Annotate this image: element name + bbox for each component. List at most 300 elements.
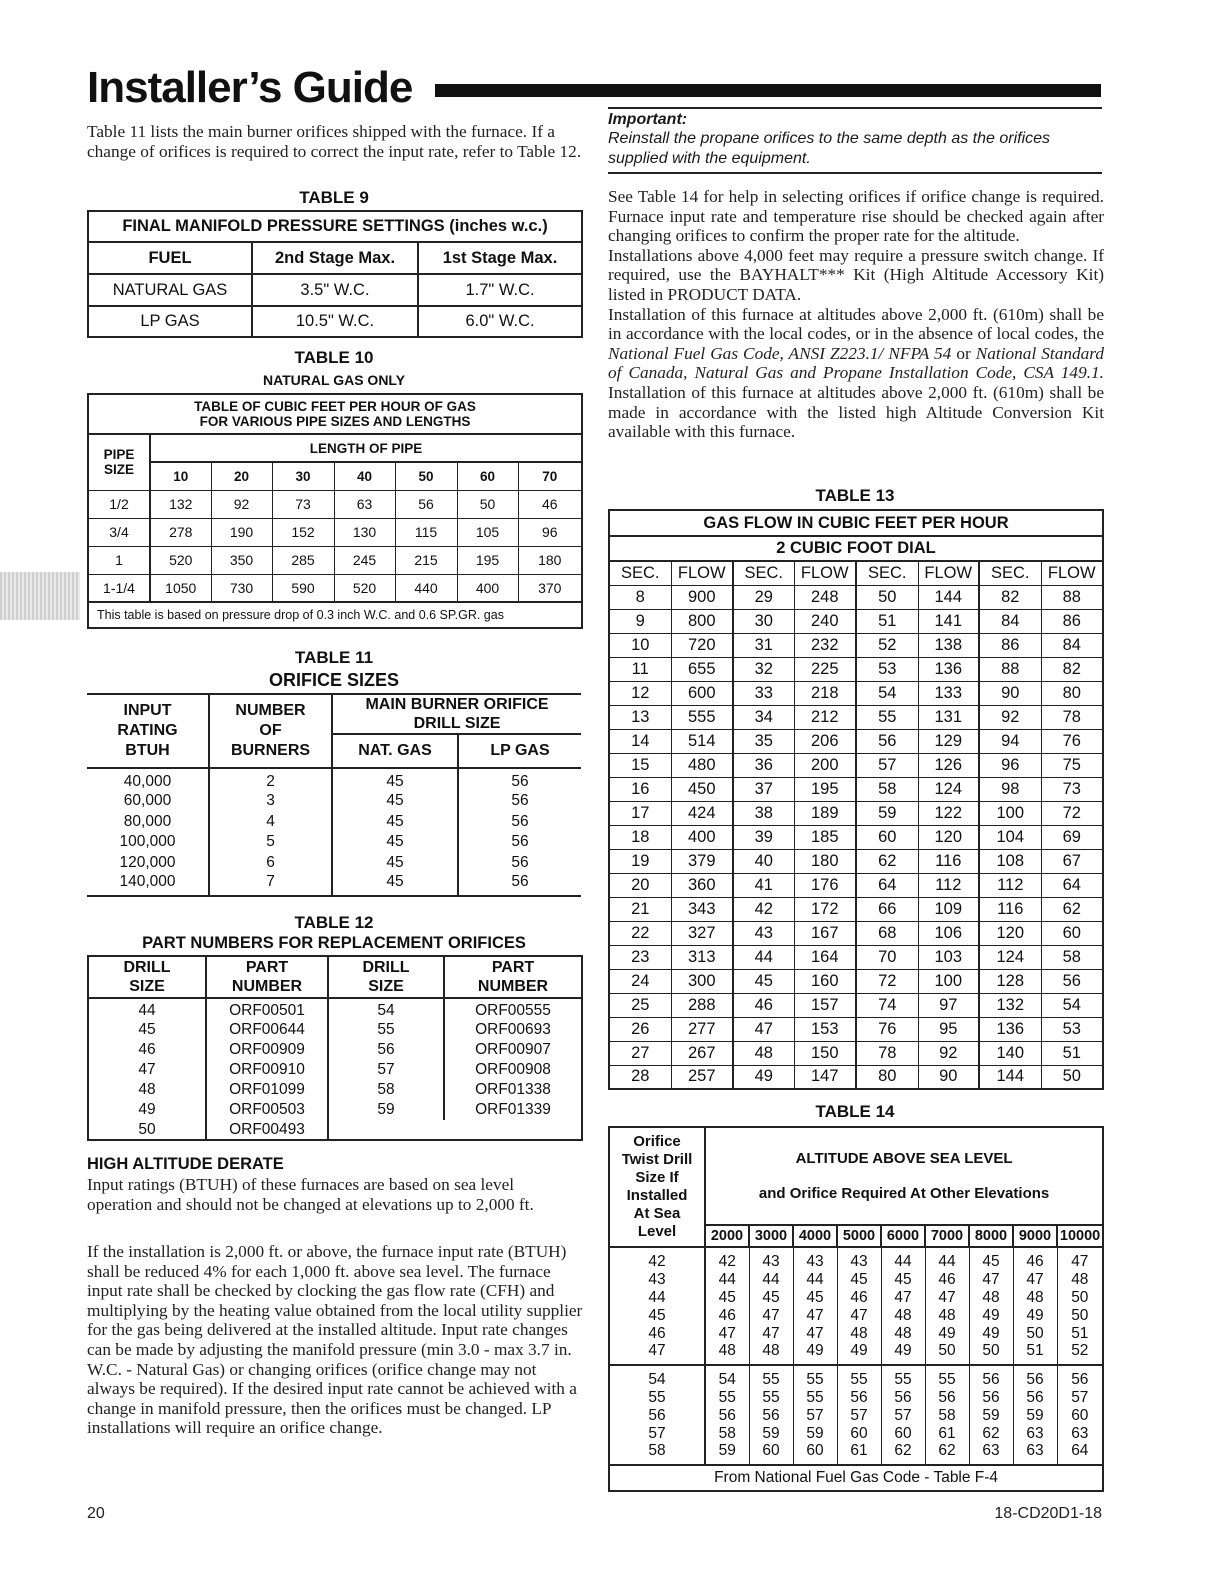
table11-row (87, 768, 581, 791)
table13-cell: 185 (794, 825, 856, 849)
table10-cell: 130 (334, 518, 395, 546)
table14-row (609, 1424, 1103, 1442)
table12 (87, 955, 583, 1141)
table14-cell: 49 (969, 1324, 1013, 1342)
table11-cell: 56 (511, 773, 529, 790)
derate-para2: If the installation is 2,000 ft. or above, the furnace input rate (BTUH) shall be reduced 4% for each 1,000 ft. above sea level. The furnace input rate shall be checked by clocking the gas flow rate (CFH) and multiplying by the heating value obtained from the local utility supplier for the gas being delivered at the installed altitude. Input rate changes can be made by adjusting the manifold pressure (min 3.0 - max 3.7 in. W.C. - Natural Gas) or changing orifices (orifice change may not always be required). If the desired input rate cannot be achieved with a change in manifold pressure, then the orifices must be changed. LP installations will require an orifice change. (87, 1242, 583, 1438)
table13-cell: 133 (918, 681, 979, 705)
table13-cell: 136 (979, 1017, 1041, 1041)
table10-cell: 278 (150, 518, 211, 546)
table14-row (609, 1270, 1103, 1288)
table11-row (87, 853, 581, 874)
table14-cell: 45 (837, 1270, 881, 1288)
table14-cell: 48 (1013, 1288, 1057, 1306)
side-tab (0, 572, 80, 620)
table14-cell: 47 (705, 1324, 749, 1342)
table13-cell: 88 (979, 657, 1041, 681)
table10 (87, 393, 583, 629)
table14-cell: 48 (705, 1342, 749, 1365)
table10-cell: 73 (272, 490, 334, 518)
table13-row (609, 729, 1103, 753)
table13-cell: 60 (856, 825, 918, 849)
table14-cell: 43 (749, 1247, 793, 1270)
important-rule-top (608, 107, 1102, 109)
table14-altitude: 6000 (881, 1225, 925, 1247)
table13-cell: 58 (856, 777, 918, 801)
table12-cell: ORF00501 (206, 998, 328, 1020)
table13-cell: 206 (794, 729, 856, 753)
table14-cell: 57 (793, 1406, 837, 1424)
table9-cell: LP GAS (88, 306, 252, 337)
table13-cell: 75 (1062, 755, 1081, 774)
table13-cell: 70 (856, 945, 918, 969)
table14-cell: 44 (609, 1288, 705, 1306)
table14-cell: 46 (1013, 1247, 1057, 1270)
table14-cell: 47 (969, 1270, 1013, 1288)
table14-left-header: At Sea (633, 1205, 681, 1222)
table13 (608, 509, 1104, 1090)
table13-cell: 43 (733, 921, 794, 945)
table14-cell: 50 (1071, 1306, 1089, 1324)
table13-row (609, 897, 1103, 921)
table13-cell: 68 (856, 921, 918, 945)
table11-cell: 45 (332, 853, 458, 874)
table14-cell: 47 (1071, 1253, 1089, 1270)
table13-cell: 50 (856, 585, 918, 609)
table13-cell: 20 (609, 873, 671, 897)
table11-row (87, 812, 581, 833)
table13-cell: 55 (856, 705, 918, 729)
table12-caption: TABLE 12 (294, 913, 374, 932)
table13-cell: 97 (918, 993, 979, 1017)
table14-cell: 62 (881, 1442, 925, 1465)
table14-altitude: 7000 (925, 1225, 969, 1247)
table12-cell: 44 (88, 998, 206, 1020)
table10-row (88, 546, 582, 574)
table14-cell: 47 (925, 1288, 969, 1306)
table13-row (609, 585, 1103, 609)
table9 (87, 210, 583, 338)
table10-cell: 63 (334, 490, 395, 518)
table13-cell: 109 (918, 897, 979, 921)
table13-row (609, 825, 1103, 849)
table9-cell: 6.0" W.C. (465, 312, 535, 330)
table12-header: DRILL (123, 959, 171, 976)
table14-cell: 44 (925, 1247, 969, 1270)
right-para3 (608, 305, 1104, 442)
intro-paragraph: Table 11 lists the main burner orifices shipped with the furnace. If a change of orifices is required to correct the input rate, refer to Table 12. (87, 122, 582, 161)
table14-cell: 56 (925, 1388, 969, 1406)
table13-cell: 131 (918, 705, 979, 729)
table11-row (87, 832, 581, 853)
table13-cell: 64 (856, 873, 918, 897)
table10-length: 70 (518, 462, 582, 490)
table13-cell: 90 (918, 1065, 979, 1089)
table14-cell: 56 (1013, 1388, 1057, 1406)
table14-cell: 47 (749, 1306, 793, 1324)
table14-cell: 44 (793, 1270, 837, 1288)
table11-cell: 120,000 (87, 853, 209, 874)
derate-para1: Input ratings (BTUH) of these furnaces are based on sea level operation and should not be changed at elevations up to 2,000 ft. (87, 1175, 534, 1214)
table14-cell: 63 (1013, 1424, 1057, 1442)
table14-cell: 45 (609, 1306, 705, 1324)
table9-col: 1st Stage Max. (442, 248, 558, 267)
table11-cell: 56 (511, 792, 529, 810)
table14-cell: 47 (881, 1288, 925, 1306)
table13-cell: 225 (794, 657, 856, 681)
table13-row (609, 801, 1103, 825)
table14-cell: 51 (1071, 1324, 1089, 1342)
table14-row (609, 1324, 1103, 1342)
table13-cell: 150 (794, 1041, 856, 1065)
table13-heading1: GAS FLOW IN CUBIC FEET PER HOUR (703, 513, 1009, 532)
table13-cell: 9 (609, 609, 671, 633)
table13-row (609, 609, 1103, 633)
table14-row (609, 1442, 1103, 1465)
table14-cell: 48 (881, 1306, 925, 1324)
table14-caption: TABLE 14 (815, 1102, 895, 1121)
table13-cell: 98 (979, 777, 1041, 801)
table12-header: NUMBER (477, 978, 549, 995)
table13-cell: 22 (609, 921, 671, 945)
table12-cell: ORF00909 (206, 1040, 328, 1060)
table13-cell: 72 (1062, 803, 1081, 822)
table10-subcaption: NATURAL GAS ONLY (262, 372, 406, 388)
table14-cell: 49 (1013, 1306, 1057, 1324)
table14 (608, 1126, 1104, 1492)
table11-cell: 4 (209, 812, 332, 833)
table14-cell: 43 (793, 1247, 837, 1270)
table14-cell: 49 (925, 1324, 969, 1342)
table10-cell: 195 (457, 546, 518, 574)
table14-cell: 63 (1013, 1442, 1057, 1465)
table13-cell: 18 (609, 825, 671, 849)
table11-cell: 5 (209, 832, 332, 853)
table14-cell: 56 (705, 1406, 749, 1424)
table12-cell: 54 (328, 998, 444, 1020)
table14-cell: 47 (1013, 1270, 1057, 1288)
table14-heading2: and Orifice Required At Other Elevations (758, 1185, 1050, 1202)
table13-cell: 124 (918, 777, 979, 801)
table9-caption: TABLE 9 (299, 188, 369, 207)
table13-row (609, 945, 1103, 969)
table9-cell: NATURAL GAS (88, 274, 252, 306)
table14-cell: 46 (837, 1288, 881, 1306)
table12-row (88, 1040, 582, 1060)
table13-row (609, 921, 1103, 945)
table13-cell: 100 (979, 801, 1041, 825)
table10-heading1: TABLE OF CUBIC FEET PER HOUR OF GAS (194, 399, 476, 414)
table13-row (609, 969, 1103, 993)
table13-cell: 60 (1062, 923, 1081, 942)
table13-cell: 176 (794, 873, 856, 897)
table13-row (609, 681, 1103, 705)
table9-cell: 3.5" W.C. (252, 274, 418, 306)
table12-cell: ORF00555 (475, 1002, 551, 1019)
table11-row (87, 873, 581, 896)
table12-row (88, 1120, 582, 1140)
table10-row (88, 518, 582, 546)
table13-cell: 73 (1062, 779, 1081, 798)
table10-heading2: FOR VARIOUS PIPE SIZES AND LENGTHS (199, 414, 471, 429)
table14-cell: 48 (1071, 1270, 1089, 1288)
table14-cell: 59 (1013, 1406, 1057, 1424)
table14-cell: 56 (969, 1388, 1013, 1406)
table14-cell: 60 (749, 1442, 793, 1465)
important-label: Important: (608, 111, 688, 128)
table14-cell: 57 (609, 1424, 705, 1442)
table13-cell: 900 (671, 585, 733, 609)
table13-cell: 10 (609, 633, 671, 657)
table13-cell: 56 (856, 729, 918, 753)
table10-caption: TABLE 10 (294, 348, 374, 367)
table12-header: SIZE (129, 978, 165, 995)
table11-col1-line: RATING (117, 722, 178, 739)
table14-cell: 55 (925, 1365, 969, 1388)
table13-cell: 144 (918, 585, 979, 609)
table13-cell: 144 (979, 1065, 1041, 1089)
table14-altitude: 10000 (1057, 1225, 1103, 1247)
table14-cell: 45 (749, 1288, 793, 1306)
table14-cell: 56 (881, 1388, 925, 1406)
table14-cell: 48 (881, 1324, 925, 1342)
table13-cell: 76 (856, 1017, 918, 1041)
table12-cell: ORF00908 (475, 1061, 551, 1078)
table14-cell: 63 (1071, 1424, 1089, 1442)
table14-cell: 45 (793, 1288, 837, 1306)
table13-cell: 277 (671, 1017, 733, 1041)
table13-cell: 95 (918, 1017, 979, 1041)
table12-cell: ORF01339 (475, 1101, 551, 1118)
table13-cell: 94 (979, 729, 1041, 753)
table14-cell: 58 (925, 1406, 969, 1424)
table14-heading1: ALTITUDE ABOVE SEA LEVEL (795, 1150, 1013, 1167)
table14-cell: 59 (969, 1406, 1013, 1424)
table14-cell: 62 (925, 1442, 969, 1465)
table13-cell: 78 (1062, 707, 1081, 726)
table11-cell: 45 (332, 873, 458, 896)
table11-cell: 56 (511, 812, 529, 830)
table10-cell: 3/4 (88, 518, 150, 546)
table14-cell: 46 (925, 1270, 969, 1288)
table13-col: FLOW (671, 561, 733, 585)
table13-cell: 51 (1062, 1043, 1081, 1062)
table13-cell: 24 (609, 969, 671, 993)
table13-cell: 52 (856, 633, 918, 657)
page-title: Installer’s Guide (87, 63, 413, 112)
table13-cell: 106 (918, 921, 979, 945)
table13-cell: 53 (856, 657, 918, 681)
table13-cell: 92 (918, 1041, 979, 1065)
table12-cell: 46 (88, 1040, 206, 1060)
table14-cell: 61 (837, 1442, 881, 1465)
table14-cell: 55 (609, 1388, 705, 1406)
table13-cell: 248 (794, 585, 856, 609)
table13-cell: 122 (918, 801, 979, 825)
table13-cell: 800 (671, 609, 733, 633)
table13-cell: 126 (918, 753, 979, 777)
table13-cell: 164 (794, 945, 856, 969)
table13-cell: 153 (794, 1017, 856, 1041)
table13-row (609, 1065, 1103, 1089)
table13-cell: 8 (609, 585, 671, 609)
table13-cell: 80 (1062, 683, 1081, 702)
table13-heading2: 2 CUBIC FOOT DIAL (776, 539, 936, 557)
table13-cell: 124 (979, 945, 1041, 969)
table14-cell: 44 (749, 1270, 793, 1288)
table14-cell: 56 (837, 1388, 881, 1406)
table13-cell: 34 (733, 705, 794, 729)
table14-cell: 49 (793, 1342, 837, 1365)
table13-cell: 82 (1062, 659, 1081, 678)
table14-cell: 59 (749, 1424, 793, 1442)
table14-cell: 49 (881, 1342, 925, 1365)
table12-header: PART (245, 959, 289, 976)
table11-col1-line: BTUH (125, 742, 170, 759)
table13-cell: 96 (979, 753, 1041, 777)
table13-cell: 46 (733, 993, 794, 1017)
table10-cell: 520 (150, 546, 211, 574)
table13-cell: 160 (794, 969, 856, 993)
table10-cell: 152 (272, 518, 334, 546)
table12-cell: 50 (88, 1120, 206, 1140)
table13-cell: 82 (979, 585, 1041, 609)
table11-col3-line: DRILL SIZE (413, 715, 501, 732)
table13-cell: 69 (1062, 827, 1081, 846)
table11-col1-line: INPUT (123, 702, 172, 719)
table13-cell: 23 (609, 945, 671, 969)
table14-row (609, 1342, 1103, 1365)
table10-cell: 370 (538, 579, 562, 596)
table14-left-header: Orifice (633, 1133, 681, 1150)
table14-row (609, 1365, 1103, 1388)
table13-row (609, 777, 1103, 801)
table14-cell: 56 (969, 1365, 1013, 1388)
table13-cell: 104 (979, 825, 1041, 849)
table13-row (609, 849, 1103, 873)
table12-subcaption: PART NUMBERS FOR REPLACEMENT ORIFICES (142, 934, 526, 952)
table10-length: 30 (272, 462, 334, 490)
table11-cell: 2 (209, 768, 332, 791)
table13-col: SEC. (979, 561, 1041, 585)
table13-cell: 11 (609, 657, 671, 681)
table14-cell: 56 (1071, 1371, 1089, 1388)
table12-row (88, 1080, 582, 1100)
table14-left-header: Twist Drill (621, 1151, 693, 1168)
table12-cell: 45 (88, 1020, 206, 1040)
table13-cell: 42 (733, 897, 794, 921)
table13-cell: 141 (918, 609, 979, 633)
table11-cell: 40,000 (87, 768, 209, 791)
table11-cell: 60,000 (87, 791, 209, 812)
table13-cell: 360 (671, 873, 733, 897)
table14-altitude: 9000 (1013, 1225, 1057, 1247)
table14-row (609, 1247, 1103, 1270)
table13-cell: 74 (856, 993, 918, 1017)
table13-cell: 313 (671, 945, 733, 969)
table12-cell: ORF00907 (475, 1041, 551, 1058)
table13-col: FLOW (794, 561, 856, 585)
table12-cell: ORF00693 (475, 1021, 551, 1038)
table13-cell: 30 (733, 609, 794, 633)
table11-col2-line: OF (259, 722, 282, 739)
table10-cell: 285 (272, 546, 334, 574)
table14-cell: 56 (609, 1406, 705, 1424)
table13-cell: 72 (856, 969, 918, 993)
table14-cell: 59 (705, 1442, 749, 1465)
table13-cell: 108 (979, 849, 1041, 873)
table10-cell: 245 (334, 546, 395, 574)
table10-cell: 520 (334, 574, 395, 602)
table13-cell: 655 (671, 657, 733, 681)
table11-cell: 45 (332, 768, 458, 791)
table13-cell: 25 (609, 993, 671, 1017)
table13-cell: 267 (671, 1041, 733, 1065)
table14-cell: 47 (793, 1324, 837, 1342)
table14-cell: 64 (1071, 1442, 1089, 1459)
table12-cell: 48 (88, 1080, 206, 1100)
table10-cell: 1 (88, 546, 150, 574)
table13-cell: 15 (609, 753, 671, 777)
table11-cell: 56 (511, 853, 529, 871)
table13-cell: 90 (979, 681, 1041, 705)
table11-caption: TABLE 11 (294, 648, 374, 667)
table13-cell: 47 (733, 1017, 794, 1041)
table13-cell: 112 (979, 873, 1041, 897)
table12-cell: ORF00644 (206, 1020, 328, 1040)
table12-cell: 49 (88, 1100, 206, 1120)
table13-cell: 67 (1062, 851, 1081, 870)
table9-cell: 10.5" W.C. (252, 306, 418, 337)
table13-cell: 39 (733, 825, 794, 849)
table12-cell (328, 1120, 444, 1140)
title-rule (435, 84, 1101, 97)
table13-row (609, 873, 1103, 897)
table13-cell: 424 (671, 801, 733, 825)
table13-cell: 288 (671, 993, 733, 1017)
table14-cell: 58 (609, 1442, 705, 1465)
table9-col: 2nd Stage Max. (252, 242, 418, 274)
table12-cell: 56 (328, 1040, 444, 1060)
table13-cell: 50 (1062, 1067, 1081, 1086)
table13-cell: 100 (918, 969, 979, 993)
table14-cell: 55 (837, 1365, 881, 1388)
table11-col2-line: NUMBER (235, 702, 306, 719)
table13-cell: 84 (979, 609, 1041, 633)
table14-left-header: Installed (626, 1187, 688, 1204)
table13-row (609, 633, 1103, 657)
table13-cell: 27 (609, 1041, 671, 1065)
table9-col: FUEL (88, 242, 252, 274)
table13-cell: 240 (794, 609, 856, 633)
table10-cell: 590 (272, 574, 334, 602)
table10-cell: 1/2 (88, 490, 150, 518)
right-para3-text: Installation of this furnace at altitudes above 2,000 ft. (610m) shall be in accordance with the local codes, or in the absence of local codes, the (608, 304, 1104, 344)
table14-cell: 54 (609, 1365, 705, 1388)
table14-cell: 57 (1071, 1388, 1089, 1406)
table10-cell: 46 (541, 496, 558, 512)
table13-col: SEC. (856, 561, 918, 585)
table13-cell: 450 (671, 777, 733, 801)
table13-row (609, 993, 1103, 1017)
right-para3-text: Installation of this furnace at altitudes above 2,000 ft. (610m) shall be made in accordance with the listed high Altitude Conversion Kit available with this furnace. (608, 382, 1104, 442)
table13-cell: 116 (918, 849, 979, 873)
table12-row (88, 1020, 582, 1040)
table13-cell: 14 (609, 729, 671, 753)
table12-cell: 55 (328, 1020, 444, 1040)
important-text: Reinstall the propane orifices to the same depth as the orifices supplied with the equipment. (608, 130, 1051, 167)
table10-note: This table is based on pressure drop of 0.3 inch W.C. and 0.6 SP.GR. gas (97, 608, 504, 622)
